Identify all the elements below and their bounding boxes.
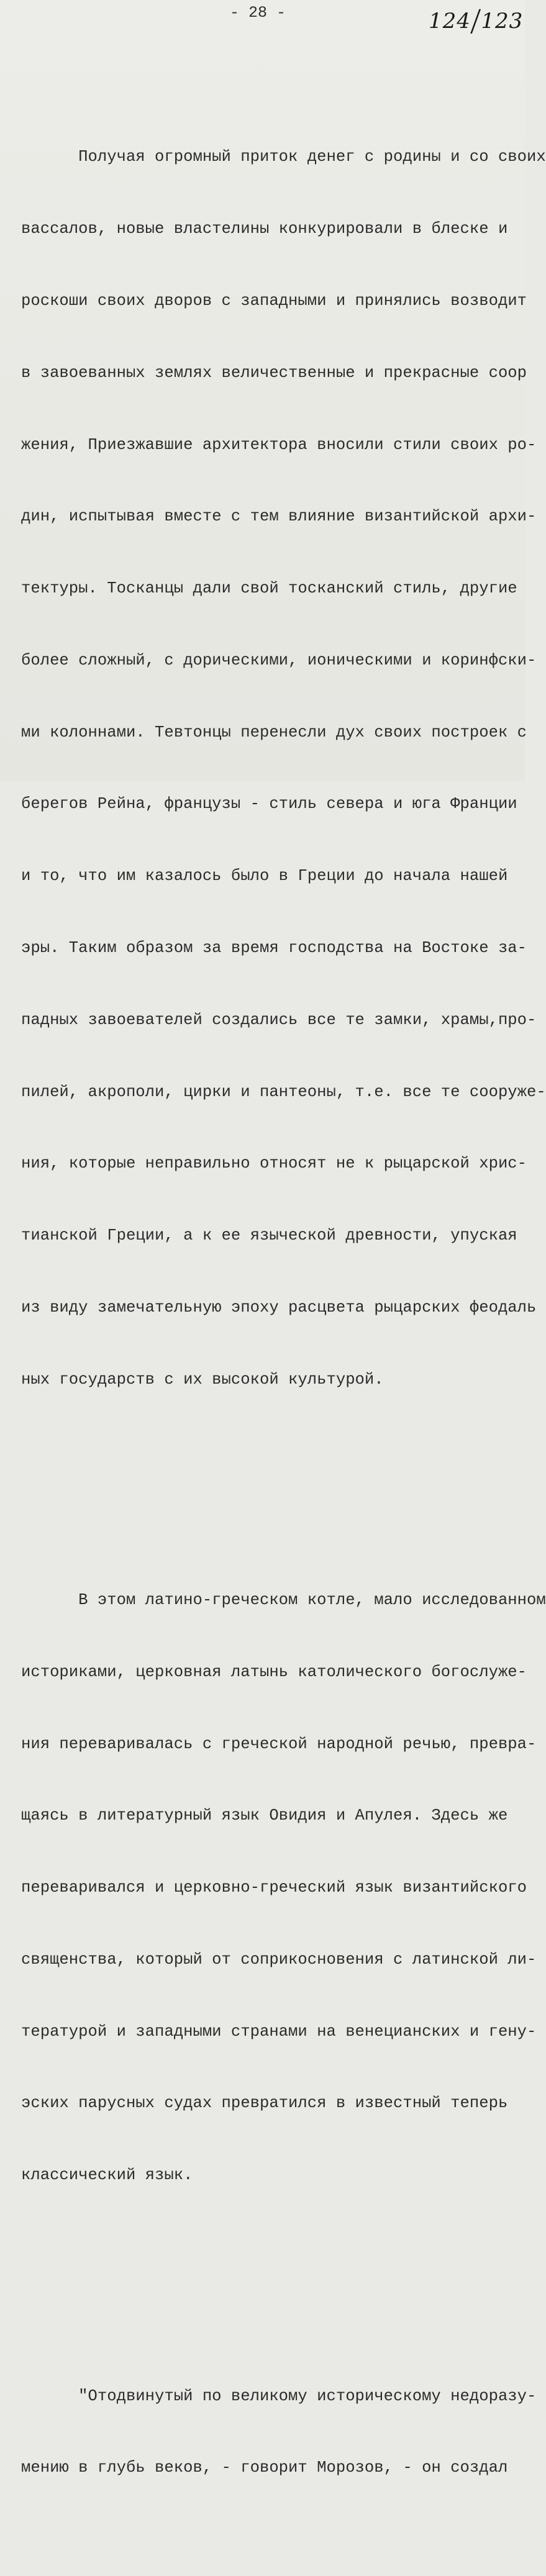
text-line: в завоеванных землях величественные и прекрасные соор	[21, 363, 527, 382]
paragraph-gap	[21, 2283, 522, 2288]
archive-folio-number	[429, 4, 524, 39]
text-line: падных завоевателей создались все те замки, храмы,про-	[21, 1010, 537, 1029]
folio-separator: /	[471, 4, 480, 39]
text-line: и то, что им казалось было в Греции до начала нашей	[21, 867, 508, 886]
text-line: более сложный, с дорическими, ионическими и коринфски-	[21, 651, 537, 669]
text-line: классический язык.	[21, 2166, 193, 2185]
text-line: священства, который от соприкосновения с латинской ли-	[21, 1950, 537, 1969]
text-line: ния переваривалась с греческой народной речью, превра-	[21, 1735, 537, 1753]
text-line: вассалов, новые властелины конкурировали в блеске и	[21, 220, 508, 238]
text-line: тектуры. Тосканцы дали свой тосканский стиль, другие	[21, 579, 517, 598]
page-number: - 28 -	[229, 4, 286, 22]
text-line: берегов Рейна, французы - стиль севера и юга Франции	[21, 795, 517, 814]
text-line: тературой и западными странами на венецианских и гену-	[21, 2022, 537, 2041]
text-line: ния, которые неправильно относят не к рыцарской хрис-	[21, 1154, 527, 1173]
archive-folio-previous: 123	[481, 9, 524, 34]
text-line: жения, Приезжавшие архитектора вносили стили своих ро-	[21, 435, 537, 454]
text-line: эских парусных судах превратился в известный теперь	[21, 2094, 508, 2113]
text-line: роскоши своих дворов с западными и принялись возводит	[21, 291, 527, 310]
text-line: "Отодвинутый по великому историческому недоразу-	[21, 2387, 537, 2405]
text-line: пилей, акрополи, цирки и пантеоны, т.е. все те сооруже-	[21, 1082, 546, 1101]
paragraph-gap	[21, 1488, 522, 1493]
paragraph-1	[21, 98, 546, 1440]
typewritten-body	[21, 50, 546, 2576]
text-line: В этом латино-греческом котле, мало исследованном	[21, 1591, 546, 1609]
archive-folio-current: 124	[429, 9, 471, 34]
text-line: Получая огромный приток денег с родины и со своих	[21, 148, 546, 166]
text-line: мению в глубь веков, - говорит Морозов, - он создал	[21, 2459, 508, 2477]
text-line: эры. Таким образом за время господства на Востоке за-	[21, 938, 527, 957]
paragraph-3	[21, 2336, 537, 2528]
text-line: ных государств с их высокой культурой.	[21, 1370, 384, 1389]
text-line: переваривался и церковно-греческий язык византийского	[21, 1879, 527, 1897]
text-line: историками, церковная латынь католического богослуже-	[21, 1662, 527, 1681]
text-line: из виду замечательную эпоху расцвета рыцарских феодаль	[21, 1298, 537, 1317]
text-line: ми колоннами. Тевтонцы перенесли дух своих построек с	[21, 723, 527, 742]
paragraph-2	[21, 1541, 546, 2236]
text-line: щаясь в литературный язык Овидия и Апулея. Здесь же	[21, 1807, 508, 1825]
text-line: тианской Греции, а к ее языческой древности, упуская	[21, 1227, 517, 1245]
text-line: дин, испытывая вместе с тем влияние византийской архи-	[21, 507, 537, 526]
